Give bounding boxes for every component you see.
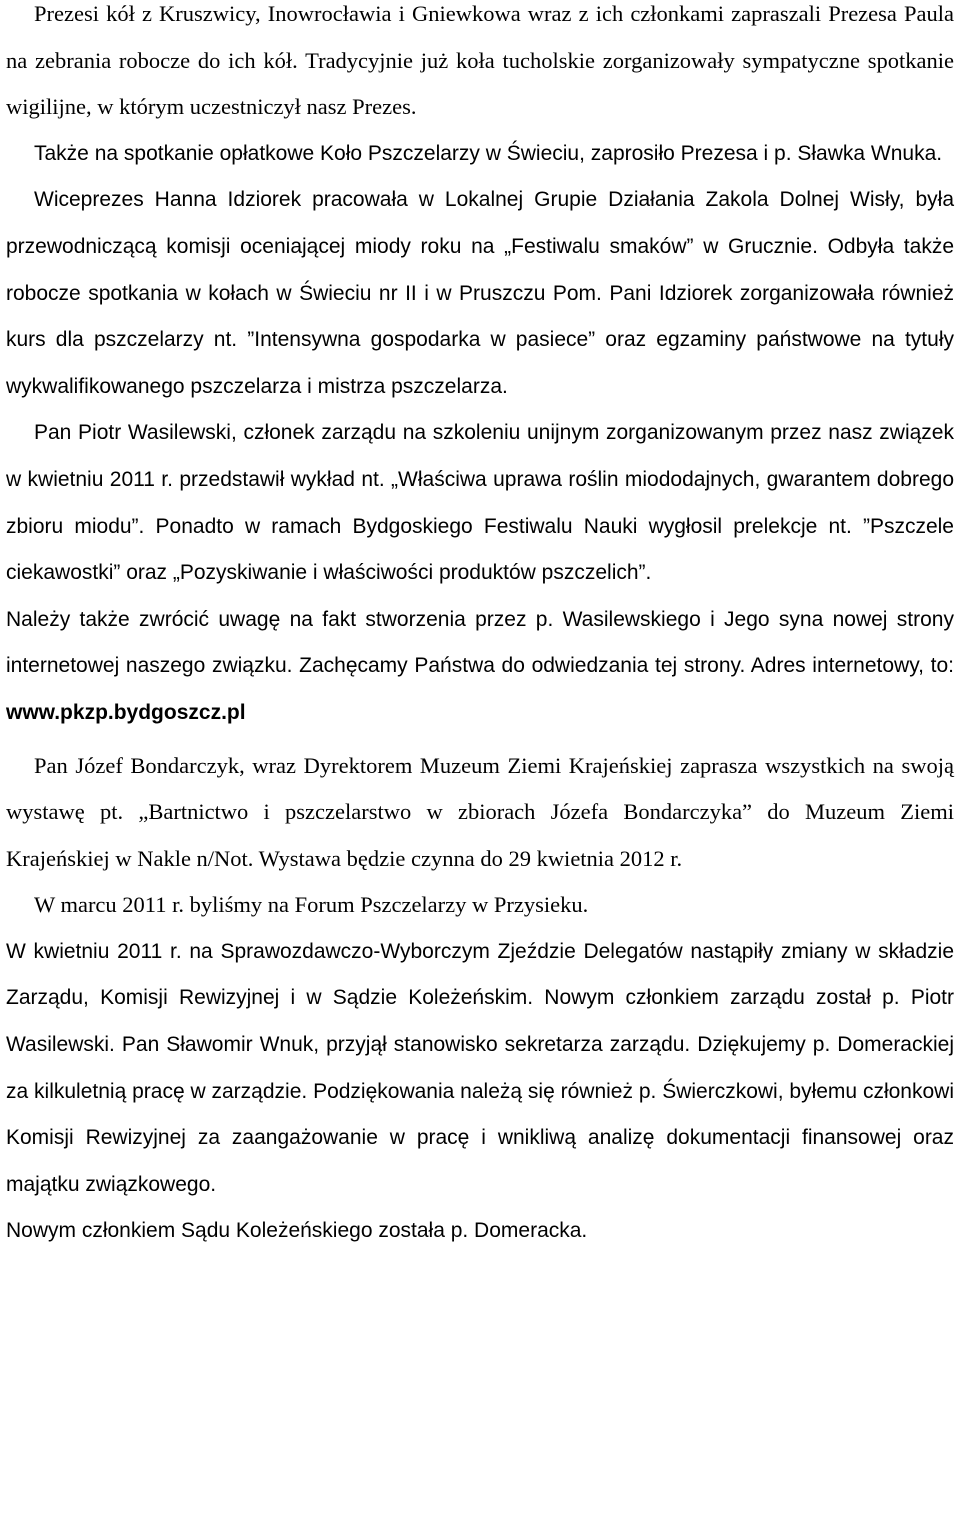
paragraph-text: Wiceprezes Hanna Idziorek pracowała w Lokalnej Grupie Działania Zakola Dolnej Wisły, była przewodniczącą komisji oceniającej miody roku na „Festiwalu smaków” w Grucznie. Odbyła także robocze spotkania w kołach w Świeciu nr II i w Pruszczu Pom. Pani Idziorek zorganizowała również kurs dla pszczelarzy nt. ”Intensywna gospodarka w pasiece” oraz egzaminy państwowe na tytuły wykwalifikowanego pszczelarza i mistrza pszczelarza. (6, 188, 954, 398)
paragraph-wasilewski-lecture (6, 410, 954, 596)
paragraph-forum (6, 882, 954, 929)
paragraph-club-presidents (6, 0, 954, 131)
paragraph-christmas-wafer-meeting (6, 131, 954, 178)
paragraph-vice-president (6, 177, 954, 410)
paragraph-text: Należy także zwrócić uwagę na fakt stworzenia przez p. Wasilewskiego i Jego syna nowej strony internetowej naszego związku. Zachęcamy Państwa do odwiedzania tej strony. Adres internetowy, to: (6, 607, 954, 678)
paragraph-text: Nowym członkiem Sądu Koleżeńskiego została p. Domeracka. (6, 1219, 588, 1243)
paragraph-website (6, 597, 954, 737)
paragraph-delegates-meeting (6, 929, 954, 1209)
paragraph-peer-court (6, 1208, 954, 1255)
paragraph-text: Także na spotkanie opłatkowe Koło Pszczelarzy w Świeciu, zaprosiło Prezesa i p. Sławka Wnuka. (34, 141, 943, 165)
paragraph-text: Pan Józef Bondarczyk, wraz Dyrektorem Muzeum Ziemi Krajeńskiej zaprasza wszystkich na swoją wystawę pt. „Bartnictwo i pszczelarstwo w zbiorach Józefa Bondarczyka” do Muzeum Ziemi Krajeńskiej w Nakle n/Not. Wystawa będzie czynna do 29 kwietnia 2012 r. (6, 752, 954, 871)
paragraph-text: W kwietniu 2011 r. na Sprawozdawczo-Wyborczym Zjeździe Delegatów nastąpiły zmiany w składzie Zarządu, Komisji Rewizyjnej i w Sądzie Koleżeńskim. Nowym członkiem zarządu został p. Piotr Wasilewski. Pan Sławomir Wnuk, przyjął stanowisko sekretarza zarządu. Dziękujemy p. Domerackiej za kilkuletnią pracę w zarządzie. Podziękowania należą się również p. Świerczkowi, byłemu członkowi Komisji Rewizyjnej za zaangażowanie w pracę i wnikliwą analizę dokumentacji finansowej oraz majątku związkowego. (6, 939, 954, 1196)
paragraph-text: W marcu 2011 r. byliśmy na Forum Pszczelarzy w Przysieku. (34, 892, 589, 918)
paragraph-text: Prezesi kół z Kruszwicy, Inowrocławia i Gniewkowa wraz z ich członkami zapraszali Prezesa Paula na zebrania robocze do ich kół. Tradycyjnie już koła tucholskie zorganizowały sympatyczne spotkanie wigilijne, w którym uczestniczył nasz Prezes. (6, 1, 954, 120)
paragraph-text: Pan Piotr Wasilewski, członek zarządu na szkoleniu unijnym zorganizowanym przez nasz związek w kwietniu 2011 r. przedstawił wykład nt. „Właściwa uprawa roślin miododajnych, gwarantem dobrego zbioru miodu”. Ponadto w ramach Bydgoskiego Festiwalu Nauki wygłosil prelekcje nt. ”Pszczele ciekawostki” oraz „Pozyskiwanie i właściwości produktów pszczelich”. (6, 421, 954, 585)
paragraph-exhibition (6, 743, 954, 883)
website-url: www.pkzp.bydgoszcz.pl (6, 700, 246, 724)
